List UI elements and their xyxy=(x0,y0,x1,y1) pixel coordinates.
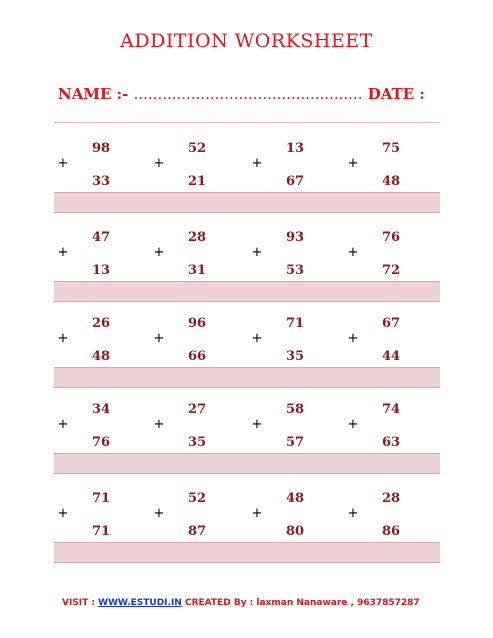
addend-top: 71 xyxy=(285,316,305,331)
plus-sign: + xyxy=(347,156,359,171)
footer-credit: CREATED By : laxman Nanaware , 9637857287 xyxy=(184,598,420,608)
addend-bottom: 13 xyxy=(91,263,111,278)
plus-sign: + xyxy=(251,245,263,260)
plus-sign: + xyxy=(57,156,69,171)
plus-sign: + xyxy=(153,417,165,432)
answer-band[interactable] xyxy=(54,281,440,302)
addend-bottom: 66 xyxy=(187,349,207,364)
addend-bottom: 80 xyxy=(285,524,305,539)
plus-sign: + xyxy=(347,331,359,346)
problem-row xyxy=(54,226,440,306)
plus-sign: + xyxy=(153,156,165,171)
answer-band[interactable] xyxy=(54,367,440,388)
addend-top: 93 xyxy=(285,230,305,245)
plus-sign: + xyxy=(251,331,263,346)
problem-row xyxy=(54,398,440,478)
addend-top: 76 xyxy=(381,230,401,245)
plus-sign: + xyxy=(251,156,263,171)
answer-band[interactable] xyxy=(54,192,440,213)
plus-sign: + xyxy=(57,245,69,260)
addend-top: 47 xyxy=(91,230,111,245)
addend-top: 74 xyxy=(381,402,401,417)
addend-bottom: 71 xyxy=(91,524,111,539)
footer-site-link[interactable]: WWW.ESTUDI.IN xyxy=(98,598,182,608)
addend-bottom: 44 xyxy=(381,349,401,364)
addend-bottom: 72 xyxy=(381,263,401,278)
plus-sign: + xyxy=(251,417,263,432)
addend-bottom: 76 xyxy=(91,435,111,450)
plus-sign: + xyxy=(347,245,359,260)
footer-visit-label: VISIT : xyxy=(62,598,96,608)
addend-top: 67 xyxy=(381,316,401,331)
problem-row xyxy=(54,312,440,392)
addend-bottom: 87 xyxy=(187,524,207,539)
plus-sign: + xyxy=(57,506,69,521)
addend-top: 26 xyxy=(91,316,111,331)
addend-bottom: 63 xyxy=(381,435,401,450)
date-label: DATE : xyxy=(367,85,425,103)
addend-bottom: 57 xyxy=(285,435,305,450)
name-label: NAME :- xyxy=(58,85,129,103)
footer xyxy=(62,598,482,608)
name-blank[interactable]: ................................................ xyxy=(133,85,363,103)
plus-sign: + xyxy=(251,506,263,521)
plus-sign: + xyxy=(57,417,69,432)
addend-top: 27 xyxy=(187,402,207,417)
addend-bottom: 48 xyxy=(381,174,401,189)
plus-sign: + xyxy=(347,417,359,432)
addend-bottom: 31 xyxy=(187,263,207,278)
addend-bottom: 48 xyxy=(91,349,111,364)
addend-top: 28 xyxy=(381,491,401,506)
addend-top: 71 xyxy=(91,491,111,506)
name-date-line xyxy=(58,85,448,103)
addend-top: 52 xyxy=(187,491,207,506)
problem-row xyxy=(54,137,440,217)
addend-bottom: 86 xyxy=(381,524,401,539)
addend-top: 13 xyxy=(285,141,305,156)
problem-row xyxy=(54,487,440,567)
addend-bottom: 53 xyxy=(285,263,305,278)
header-divider xyxy=(54,122,440,123)
addend-bottom: 35 xyxy=(187,435,207,450)
plus-sign: + xyxy=(153,506,165,521)
addend-bottom: 35 xyxy=(285,349,305,364)
plus-sign: + xyxy=(57,331,69,346)
plus-sign: + xyxy=(153,331,165,346)
addend-bottom: 33 xyxy=(91,174,111,189)
addend-bottom: 67 xyxy=(285,174,305,189)
addend-top: 48 xyxy=(285,491,305,506)
addend-bottom: 21 xyxy=(187,174,207,189)
worksheet-title: ADDITION WORKSHEET xyxy=(120,30,373,52)
plus-sign: + xyxy=(153,245,165,260)
answer-band[interactable] xyxy=(54,542,440,563)
addend-top: 75 xyxy=(381,141,401,156)
addend-top: 98 xyxy=(91,141,111,156)
addend-top: 34 xyxy=(91,402,111,417)
answer-band[interactable] xyxy=(54,453,440,474)
addend-top: 96 xyxy=(187,316,207,331)
plus-sign: + xyxy=(347,506,359,521)
addend-top: 52 xyxy=(187,141,207,156)
addend-top: 28 xyxy=(187,230,207,245)
addend-top: 58 xyxy=(285,402,305,417)
